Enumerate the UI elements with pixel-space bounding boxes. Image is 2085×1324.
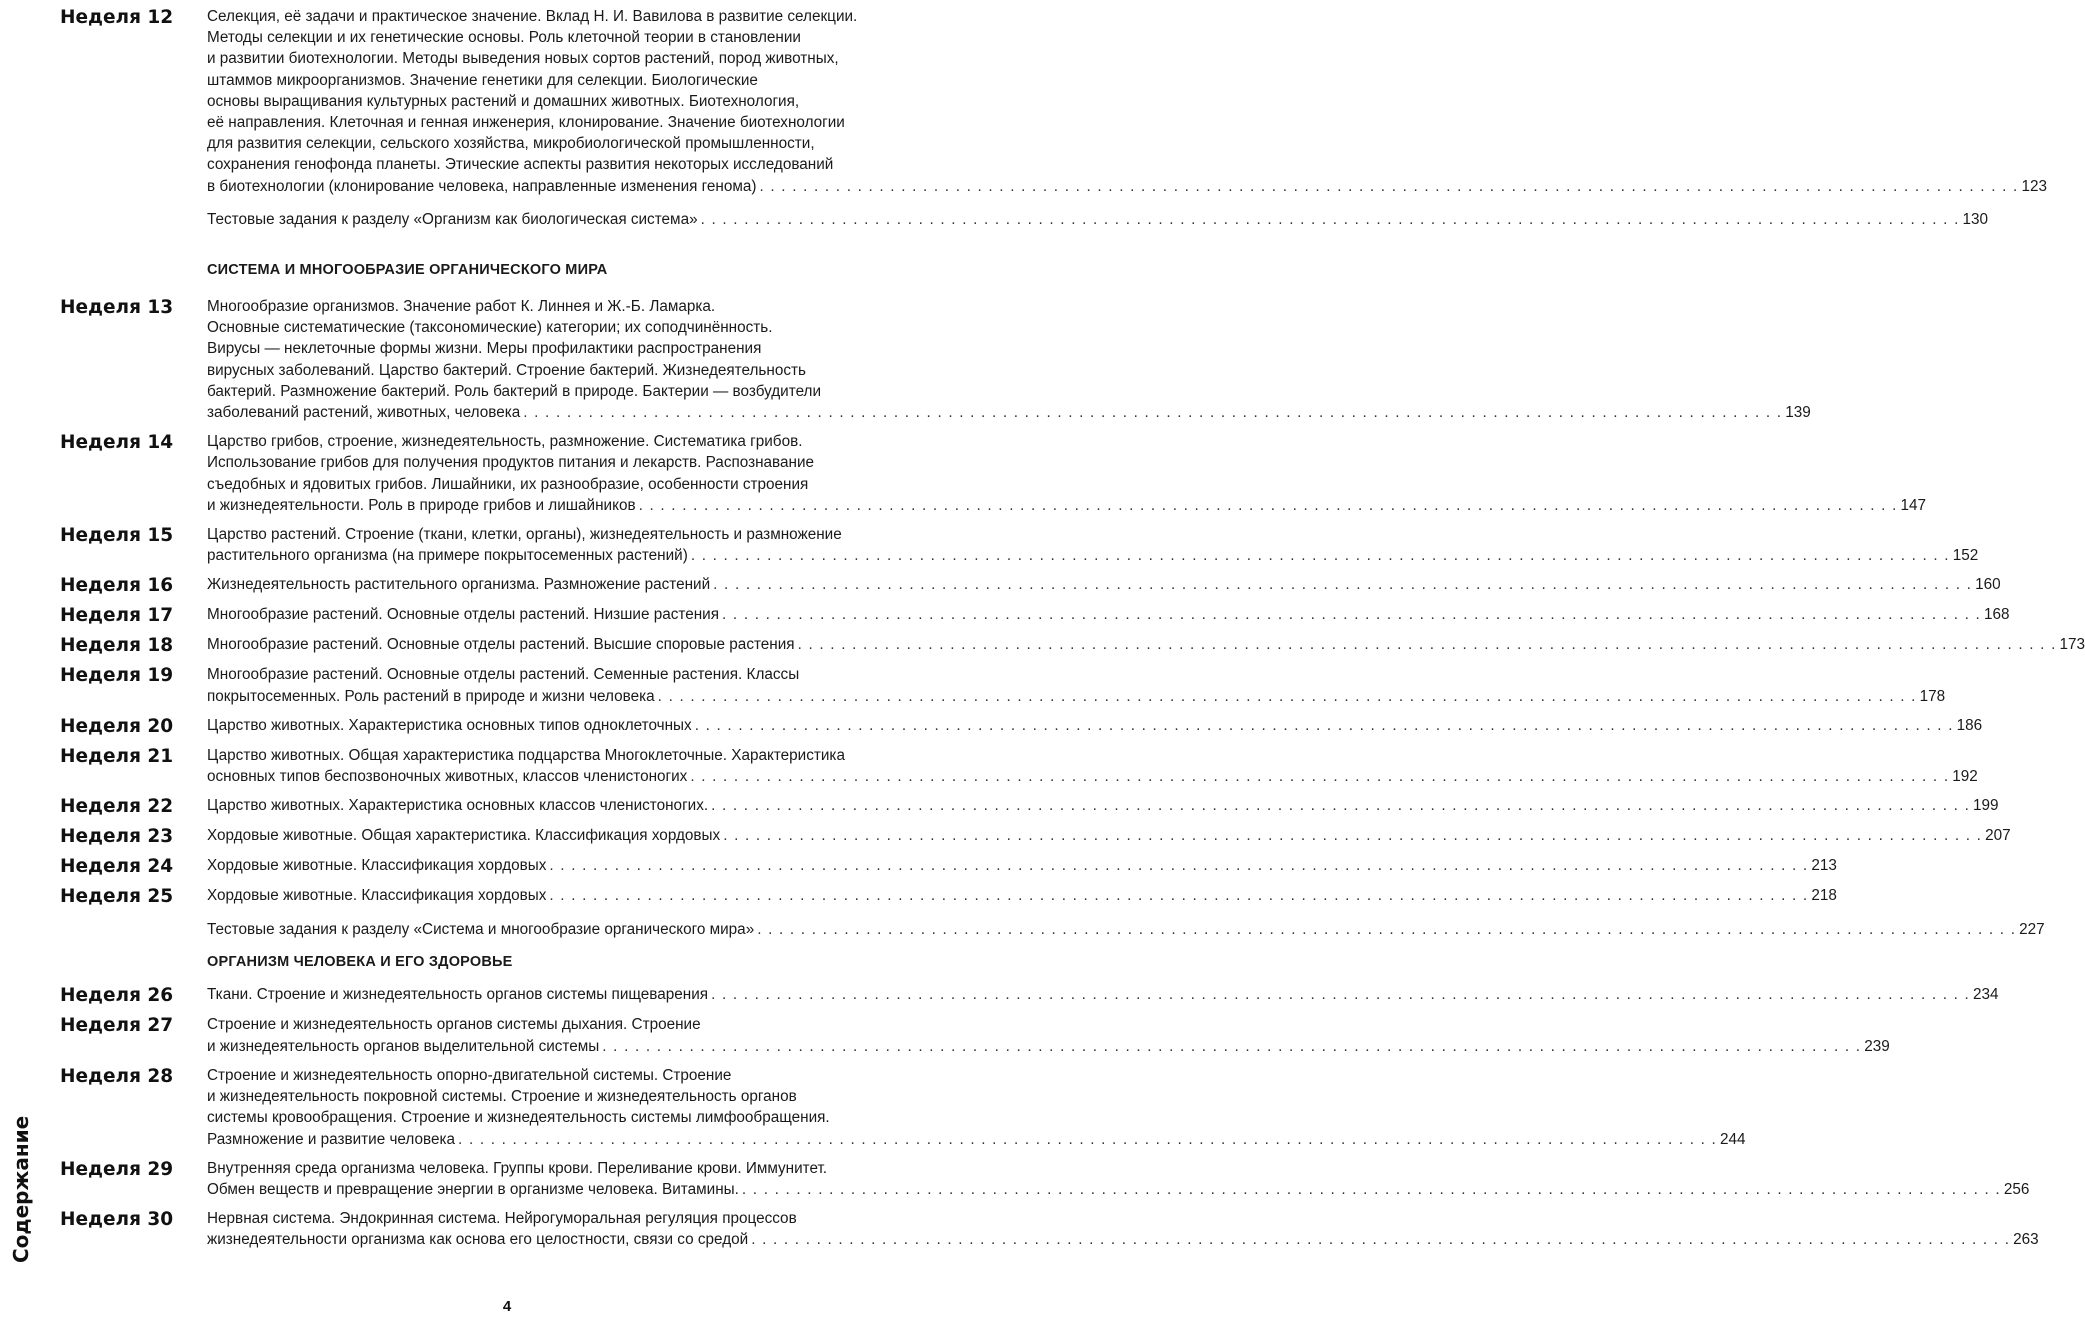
description-line: и жизнедеятельность покровной системы. Строение и жизнедеятельность органов — [207, 1088, 797, 1106]
description-line: её направления. Клеточная и генная инженерия, клонирование. Значение биотехнологии — [207, 114, 845, 132]
description-line: Царство растений. Строение (ткани, клетки, органы), жизнедеятельность и размножение — [207, 526, 842, 544]
page-ref: 152 — [1952, 547, 1979, 565]
toc-entry — [60, 604, 2010, 627]
dot-leader: . . . . . . . . . . . . . . . . . . . . . . . . . . . . . . . . . . . . . . . . . . . . . . . . . . . . . . . . . . . . . . . . . . . . . . . . . . . . . . . . . . . . . . . . . . . . . . . . . . . . . . . . . . . . . . . . . . . . — [713, 576, 1973, 594]
toc-entry — [60, 431, 1927, 516]
description-last-line — [207, 1036, 1890, 1057]
description-line: Ткани. Строение и жизнедеятельность органов системы пищеварения — [207, 986, 709, 1004]
description-last-line — [207, 795, 1999, 816]
page-ref: 186 — [1956, 716, 1983, 734]
entry-description — [207, 296, 1811, 423]
description-line: основы выращивания культурных растений и домашних животных. Биотехнология, — [207, 92, 800, 110]
dot-leader: . . . . . . . . . . . . . . . . . . . . . . . . . . . . . . . . . . . . . . . . . . . . . . . . . . . . . . . . . . . . . . . . . . . . . . . . . . . . . . . . . . . . . . . . . . . . . . . . . . . . . . . . . . . . . . . . . . . . — [723, 827, 1983, 845]
description-last-line — [207, 574, 2001, 595]
page-ref: 123 — [2021, 177, 2047, 195]
page-number: 4 — [502, 1298, 512, 1315]
page-ref: 218 — [1811, 887, 1837, 905]
description-line: и развитии биотехнологии. Методы выведения новых сортов растений, пород животных, — [207, 50, 839, 68]
description-last-line — [207, 209, 1988, 230]
week-label: Неделя 12 — [60, 7, 174, 28]
description-last-line — [207, 545, 1978, 566]
description-line: Тестовые задания к разделу «Система и многообразие органического мира» — [207, 921, 755, 939]
section-heading: СИСТЕМА И МНОГООБРАЗИЕ ОРГАНИЧЕСКОГО МИРА — [207, 262, 608, 279]
description-line: для развития селекции, сельского хозяйства, микробиологической промышленности, — [207, 135, 815, 153]
entry-description — [207, 634, 2085, 656]
entry-description — [207, 1158, 2029, 1200]
page-ref: 192 — [1952, 768, 1978, 786]
page-ref: 244 — [1720, 1130, 1746, 1148]
entry-description — [207, 919, 2045, 940]
dot-leader: . . . . . . . . . . . . . . . . . . . . . . . . . . . . . . . . . . . . . . . . . . . . . . . . . . . . . . . . . . . . . . . . . . . . . . . . . . . . . . . . . . . . . . . . . . . . . . . . . . . . . . . . . . . . . . . . . . . . — [458, 1130, 1717, 1148]
toc-entry — [60, 745, 1978, 787]
week-label: Неделя 29 — [60, 1158, 174, 1180]
description-line: Строение и жизнедеятельность органов системы дыхания. Строение — [207, 1016, 701, 1034]
entry-description — [207, 6, 2047, 197]
week-label: Неделя 13 — [60, 297, 174, 319]
description-line: системы кровообращения. Строение и жизнедеятельность системы лимфообращения. — [207, 1109, 830, 1127]
section-heading: ОРГАНИЗМ ЧЕЛОВЕКА И ЕГО ЗДОРОВЬЕ — [207, 954, 513, 971]
toc-entry — [60, 574, 2001, 597]
page-ref: 130 — [1962, 210, 1989, 228]
page-ref: 173 — [2059, 636, 2085, 654]
page-ref: 139 — [1785, 404, 1811, 422]
week-label: Неделя 23 — [60, 826, 174, 848]
description-line: и жизнедеятельности. Роль в природе грибов и лишайников — [207, 496, 636, 514]
dot-leader: . . . . . . . . . . . . . . . . . . . . . . . . . . . . . . . . . . . . . . . . . . . . . . . . . . . . . . . . . . . . . . . . . . . . . . . . . . . . . . . . . . . . . . . . . . . . . . . . . . . . . . . . . . . . . . . . . . . . — [690, 547, 1950, 565]
description-last-line — [207, 1179, 2029, 1200]
toc-entry — [60, 634, 2085, 657]
page-ref: 178 — [1919, 687, 1946, 705]
page-ref: 227 — [2019, 921, 2045, 939]
dot-leader: . . . . . . . . . . . . . . . . . . . . . . . . . . . . . . . . . . . . . . . . . . . . . . . . . . . . . . . . . . . . . . . . . . . . . . . . . . . . . . . . . . . . . . . . . . . . . . . . . . . . . . . . . . . . . . . . . . . . — [751, 1231, 2011, 1249]
page-ref: 263 — [2013, 1231, 2039, 1249]
description-line: Строение и жизнедеятельность опорно-двигательной системы. Строение — [207, 1066, 732, 1084]
page-ref: 207 — [1985, 827, 2011, 845]
description-last-line — [207, 825, 2011, 846]
toc-entry — [60, 296, 1811, 423]
toc-test-entry — [60, 919, 2045, 940]
entry-description — [207, 745, 1978, 787]
description-last-line — [207, 919, 2045, 940]
week-label — [60, 209, 207, 230]
toc-entry — [60, 524, 1979, 566]
week-label: Неделя 16 — [60, 575, 174, 597]
entry-description — [207, 855, 1837, 877]
toc-entry — [60, 795, 1999, 818]
toc-entry — [60, 664, 1946, 706]
entry-description — [207, 1208, 2039, 1250]
toc-test-entry — [60, 209, 1989, 230]
page-ref: 147 — [1900, 496, 1927, 514]
dot-leader: . . . . . . . . . . . . . . . . . . . . . . . . . . . . . . . . . . . . . . . . . . . . . . . . . . . . . . . . . . . . . . . . . . . . . . . . . . . . . . . . . . . . . . . . . . . . . . . . . . . . . . . . . . . . . . . . . . . . — [797, 636, 2057, 654]
dot-leader: . . . . . . . . . . . . . . . . . . . . . . . . . . . . . . . . . . . . . . . . . . . . . . . . . . . . . . . . . . . . . . . . . . . . . . . . . . . . . . . . . . . . . . . . . . . . . . . . . . . . . . . . . . . . . . . . . . . . — [759, 177, 2019, 195]
description-last-line — [207, 855, 1837, 876]
description-last-line — [207, 495, 1926, 516]
toc-entry — [60, 885, 1837, 908]
description-last-line — [207, 715, 1982, 736]
description-line: Царство грибов, строение, жизнедеятельность, размножение. Систематика грибов. — [207, 433, 803, 451]
toc-entry — [60, 1014, 1890, 1056]
dot-leader: . . . . . . . . . . . . . . . . . . . . . . . . . . . . . . . . . . . . . . . . . . . . . . . . . . . . . . . . . . . . . . . . . . . . . . . . . . . . . . . . . . . . . . . . . . . . . . . . . . . . . . . . . . . . . . . . . . . . — [741, 1180, 2001, 1198]
description-line: Хордовые животные. Общая характеристика. Классификация хордовых — [207, 827, 721, 845]
description-last-line — [207, 634, 2085, 655]
dot-leader: . . . . . . . . . . . . . . . . . . . . . . . . . . . . . . . . . . . . . . . . . . . . . . . . . . . . . . . . . . . . . . . . . . . . . . . . . . . . . . . . . . . . . . . . . . . . . . . . . . . . . . . . . . . . . . . . . . . . — [638, 496, 1898, 514]
description-last-line — [207, 686, 1945, 707]
description-last-line — [207, 1229, 2039, 1250]
dot-leader: . . . . . . . . . . . . . . . . . . . . . . . . . . . . . . . . . . . . . . . . . . . . . . . . . . . . . . . . . . . . . . . . . . . . . . . . . . . . . . . . . . . . . . . . . . . . . . . . . . . . . . . . . . . . . . . . . . . . — [700, 210, 1960, 228]
table-of-contents — [60, 6, 2085, 1259]
dot-leader: . . . . . . . . . . . . . . . . . . . . . . . . . . . . . . . . . . . . . . . . . . . . . . . . . . . . . . . . . . . . . . . . . . . . . . . . . . . . . . . . . . . . . . . . . . . . . . . . . . . . . . . . . . . . . . . . . . . . — [549, 887, 1809, 905]
description-line: сохранения генофонда планеты. Этические аспекты развития некоторых исследований — [207, 156, 834, 174]
entry-description — [207, 431, 1926, 516]
week-label — [60, 919, 207, 940]
toc-entry — [60, 6, 2047, 197]
description-line: Методы селекции и их генетические основы. Роль клеточной теории в становлении — [207, 29, 801, 47]
description-line: и жизнедеятельность органов выделительной системы — [207, 1037, 600, 1055]
toc-entry — [60, 1158, 2030, 1200]
description-line: Царство животных. Характеристика основных классов членистоногих. — [207, 797, 709, 815]
description-line: Основные систематические (таксономические) категории; их соподчинённость. — [207, 319, 773, 337]
entry-description — [207, 1065, 1746, 1150]
dot-leader: . . . . . . . . . . . . . . . . . . . . . . . . . . . . . . . . . . . . . . . . . . . . . . . . . . . . . . . . . . . . . . . . . . . . . . . . . . . . . . . . . . . . . . . . . . . . . . . . . . . . . . . . . . . . . . . . . . . . — [722, 606, 1981, 624]
dot-leader: . . . . . . . . . . . . . . . . . . . . . . . . . . . . . . . . . . . . . . . . . . . . . . . . . . . . . . . . . . . . . . . . . . . . . . . . . . . . . . . . . . . . . . . . . . . . . . . . . . . . . . . . . . . . . . . . . . . . — [602, 1037, 1862, 1055]
dot-leader: . . . . . . . . . . . . . . . . . . . . . . . . . . . . . . . . . . . . . . . . . . . . . . . . . . . . . . . . . . . . . . . . . . . . . . . . . . . . . . . . . . . . . . . . . . . . . . . . . . . . . . . . . . . . . . . . . . . . — [694, 716, 1954, 734]
week-label: Неделя 25 — [60, 886, 174, 908]
toc-entry — [60, 1065, 1746, 1150]
description-line: Обмен веществ и превращение энергии в организме человека. Витамины. — [207, 1180, 739, 1198]
side-section-label: Содержание — [9, 1115, 33, 1263]
toc-entry — [60, 825, 2011, 848]
description-line: Многообразие растений. Основные отделы растений. Семенные растения. Классы — [207, 666, 800, 684]
week-label: Неделя 22 — [60, 796, 174, 818]
description-line: основных типов беспозвоночных животных, классов членистоногих — [207, 768, 688, 786]
entry-description — [207, 209, 1988, 230]
week-label: Неделя 27 — [60, 1015, 174, 1037]
entry-description — [207, 604, 2010, 626]
description-line: Вирусы — неклеточные формы жизни. Меры профилактики распространения — [207, 340, 762, 358]
dot-leader: . . . . . . . . . . . . . . . . . . . . . . . . . . . . . . . . . . . . . . . . . . . . . . . . . . . . . . . . . . . . . . . . . . . . . . . . . . . . . . . . . . . . . . . . . . . . . . . . . . . . . . . . . . . . . . . . . . . . — [549, 857, 1809, 875]
entry-description — [207, 715, 1982, 737]
description-last-line — [207, 984, 1999, 1005]
entry-description — [207, 1014, 1890, 1056]
description-line: Селекция, её задачи и практическое значение. Вклад Н. И. Вавилова в развитие селекции. — [207, 8, 858, 25]
page-ref: 213 — [1811, 857, 1837, 875]
week-label: Неделя 18 — [60, 635, 174, 657]
description-last-line — [207, 604, 2010, 625]
description-line: штаммов микроорганизмов. Значение генетики для селекции. Биологические — [207, 71, 758, 89]
week-label: Неделя 15 — [60, 525, 174, 547]
description-line: Размножение и развитие человека — [207, 1130, 456, 1148]
week-label: Неделя 26 — [60, 985, 174, 1007]
week-label: Неделя 20 — [60, 715, 174, 737]
description-last-line — [207, 766, 1978, 787]
description-line: съедобных и ядовитых грибов. Лишайники, их разнообразие, особенности строения — [207, 475, 809, 493]
entry-description — [207, 795, 1999, 817]
entry-description — [207, 524, 1978, 566]
entry-description — [207, 664, 1945, 706]
entry-description — [207, 574, 2001, 596]
page-ref: 160 — [1975, 576, 2001, 594]
description-line: Хордовые животные. Классификация хордовых — [207, 857, 547, 875]
toc-entry — [60, 855, 1837, 878]
toc-entry — [60, 984, 1999, 1007]
dot-leader: . . . . . . . . . . . . . . . . . . . . . . . . . . . . . . . . . . . . . . . . . . . . . . . . . . . . . . . . . . . . . . . . . . . . . . . . . . . . . . . . . . . . . . . . . . . . . . . . . . . . . . . . . . . . . . . . . . . . — [523, 404, 1783, 422]
toc-entry — [60, 1208, 2039, 1250]
page-ref: 168 — [1983, 606, 2010, 624]
description-last-line — [207, 1129, 1746, 1150]
dot-leader: . . . . . . . . . . . . . . . . . . . . . . . . . . . . . . . . . . . . . . . . . . . . . . . . . . . . . . . . . . . . . . . . . . . . . . . . . . . . . . . . . . . . . . . . . . . . . . . . . . . . . . . . . . . . . . . . . . . . — [690, 768, 1950, 786]
description-line: жизнедеятельности организма как основа его целостности, связи со средой — [207, 1231, 749, 1249]
description-line: Внутренняя среда организма человека. Группы крови. Переливание крови. Иммунитет. — [207, 1159, 828, 1177]
entry-description — [207, 885, 1837, 907]
description-line: Царство животных. Общая характеристика подцарства Многоклеточные. Характеристика — [207, 746, 845, 764]
week-label: Неделя 19 — [60, 665, 174, 687]
page-ref: 239 — [1864, 1037, 1890, 1055]
week-label: Неделя 30 — [60, 1209, 174, 1231]
description-line: заболеваний растений, животных, человека — [207, 404, 521, 422]
toc-entry — [60, 715, 1983, 737]
page-ref: 199 — [1973, 797, 1999, 815]
description-line: бактерий. Размножение бактерий. Роль бактерий в природе. Бактерии — возбудители — [207, 382, 822, 400]
page-ref: 256 — [2003, 1180, 2030, 1198]
page-ref: 234 — [1973, 986, 1999, 1004]
description-line: вирусных заболеваний. Царство бактерий. Строение бактерий. Жизнедеятельность — [207, 361, 806, 379]
description-line: покрытосеменных. Роль растений в природе и жизни человека — [207, 687, 655, 705]
description-last-line — [207, 885, 1837, 906]
description-line: Многообразие организмов. Значение работ К. Линнея и Ж.-Б. Ламарка. — [207, 298, 716, 316]
week-label: Неделя 28 — [60, 1065, 174, 1087]
description-line: Жизнедеятельность растительного организма. Размножение растений — [207, 576, 711, 594]
dot-leader: . . . . . . . . . . . . . . . . . . . . . . . . . . . . . . . . . . . . . . . . . . . . . . . . . . . . . . . . . . . . . . . . . . . . . . . . . . . . . . . . . . . . . . . . . . . . . . . . . . . . . . . . . . . . . . . . . . . . — [657, 687, 1917, 705]
description-line: Нервная система. Эндокринная система. Нейрогуморальная регуляция процессов — [207, 1210, 797, 1228]
description-line: Многообразие растений. Основные отделы растений. Высшие споровые растения — [207, 636, 795, 654]
dot-leader: . . . . . . . . . . . . . . . . . . . . . . . . . . . . . . . . . . . . . . . . . . . . . . . . . . . . . . . . . . . . . . . . . . . . . . . . . . . . . . . . . . . . . . . . . . . . . . . . . . . . . . . . . . . . . . . . . . . . — [757, 921, 2017, 939]
dot-leader: . . . . . . . . . . . . . . . . . . . . . . . . . . . . . . . . . . . . . . . . . . . . . . . . . . . . . . . . . . . . . . . . . . . . . . . . . . . . . . . . . . . . . . . . . . . . . . . . . . . . . . . . . . . . . . . . . . . . — [711, 986, 1971, 1004]
description-line: Тестовые задания к разделу «Организм как биологическая система» — [207, 210, 698, 228]
description-line: Многообразие растений. Основные отделы растений. Низшие растения — [207, 606, 720, 624]
description-line: Царство животных. Характеристика основных типов одноклеточных — [207, 716, 692, 734]
week-label: Неделя 14 — [60, 432, 174, 454]
description-line: в биотехнологии (клонирование человека, направленные изменения генома) — [207, 177, 757, 195]
week-label: Неделя 17 — [60, 605, 174, 627]
description-line: растительного организма (на примере покрытосеменных растений) — [207, 547, 688, 565]
week-label: Неделя 24 — [60, 856, 174, 878]
dot-leader: . . . . . . . . . . . . . . . . . . . . . . . . . . . . . . . . . . . . . . . . . . . . . . . . . . . . . . . . . . . . . . . . . . . . . . . . . . . . . . . . . . . . . . . . . . . . . . . . . . . . . . . . . . . . . . . . . . . . — [711, 797, 1971, 815]
description-last-line — [207, 402, 1811, 423]
entry-description — [207, 984, 1999, 1006]
week-label: Неделя 21 — [60, 745, 174, 767]
description-line: Хордовые животные. Классификация хордовых — [207, 887, 547, 905]
entry-description — [207, 825, 2011, 847]
description-line: Использование грибов для получения продуктов питания и лекарств. Распознавание — [207, 454, 815, 472]
description-last-line — [207, 176, 2047, 197]
